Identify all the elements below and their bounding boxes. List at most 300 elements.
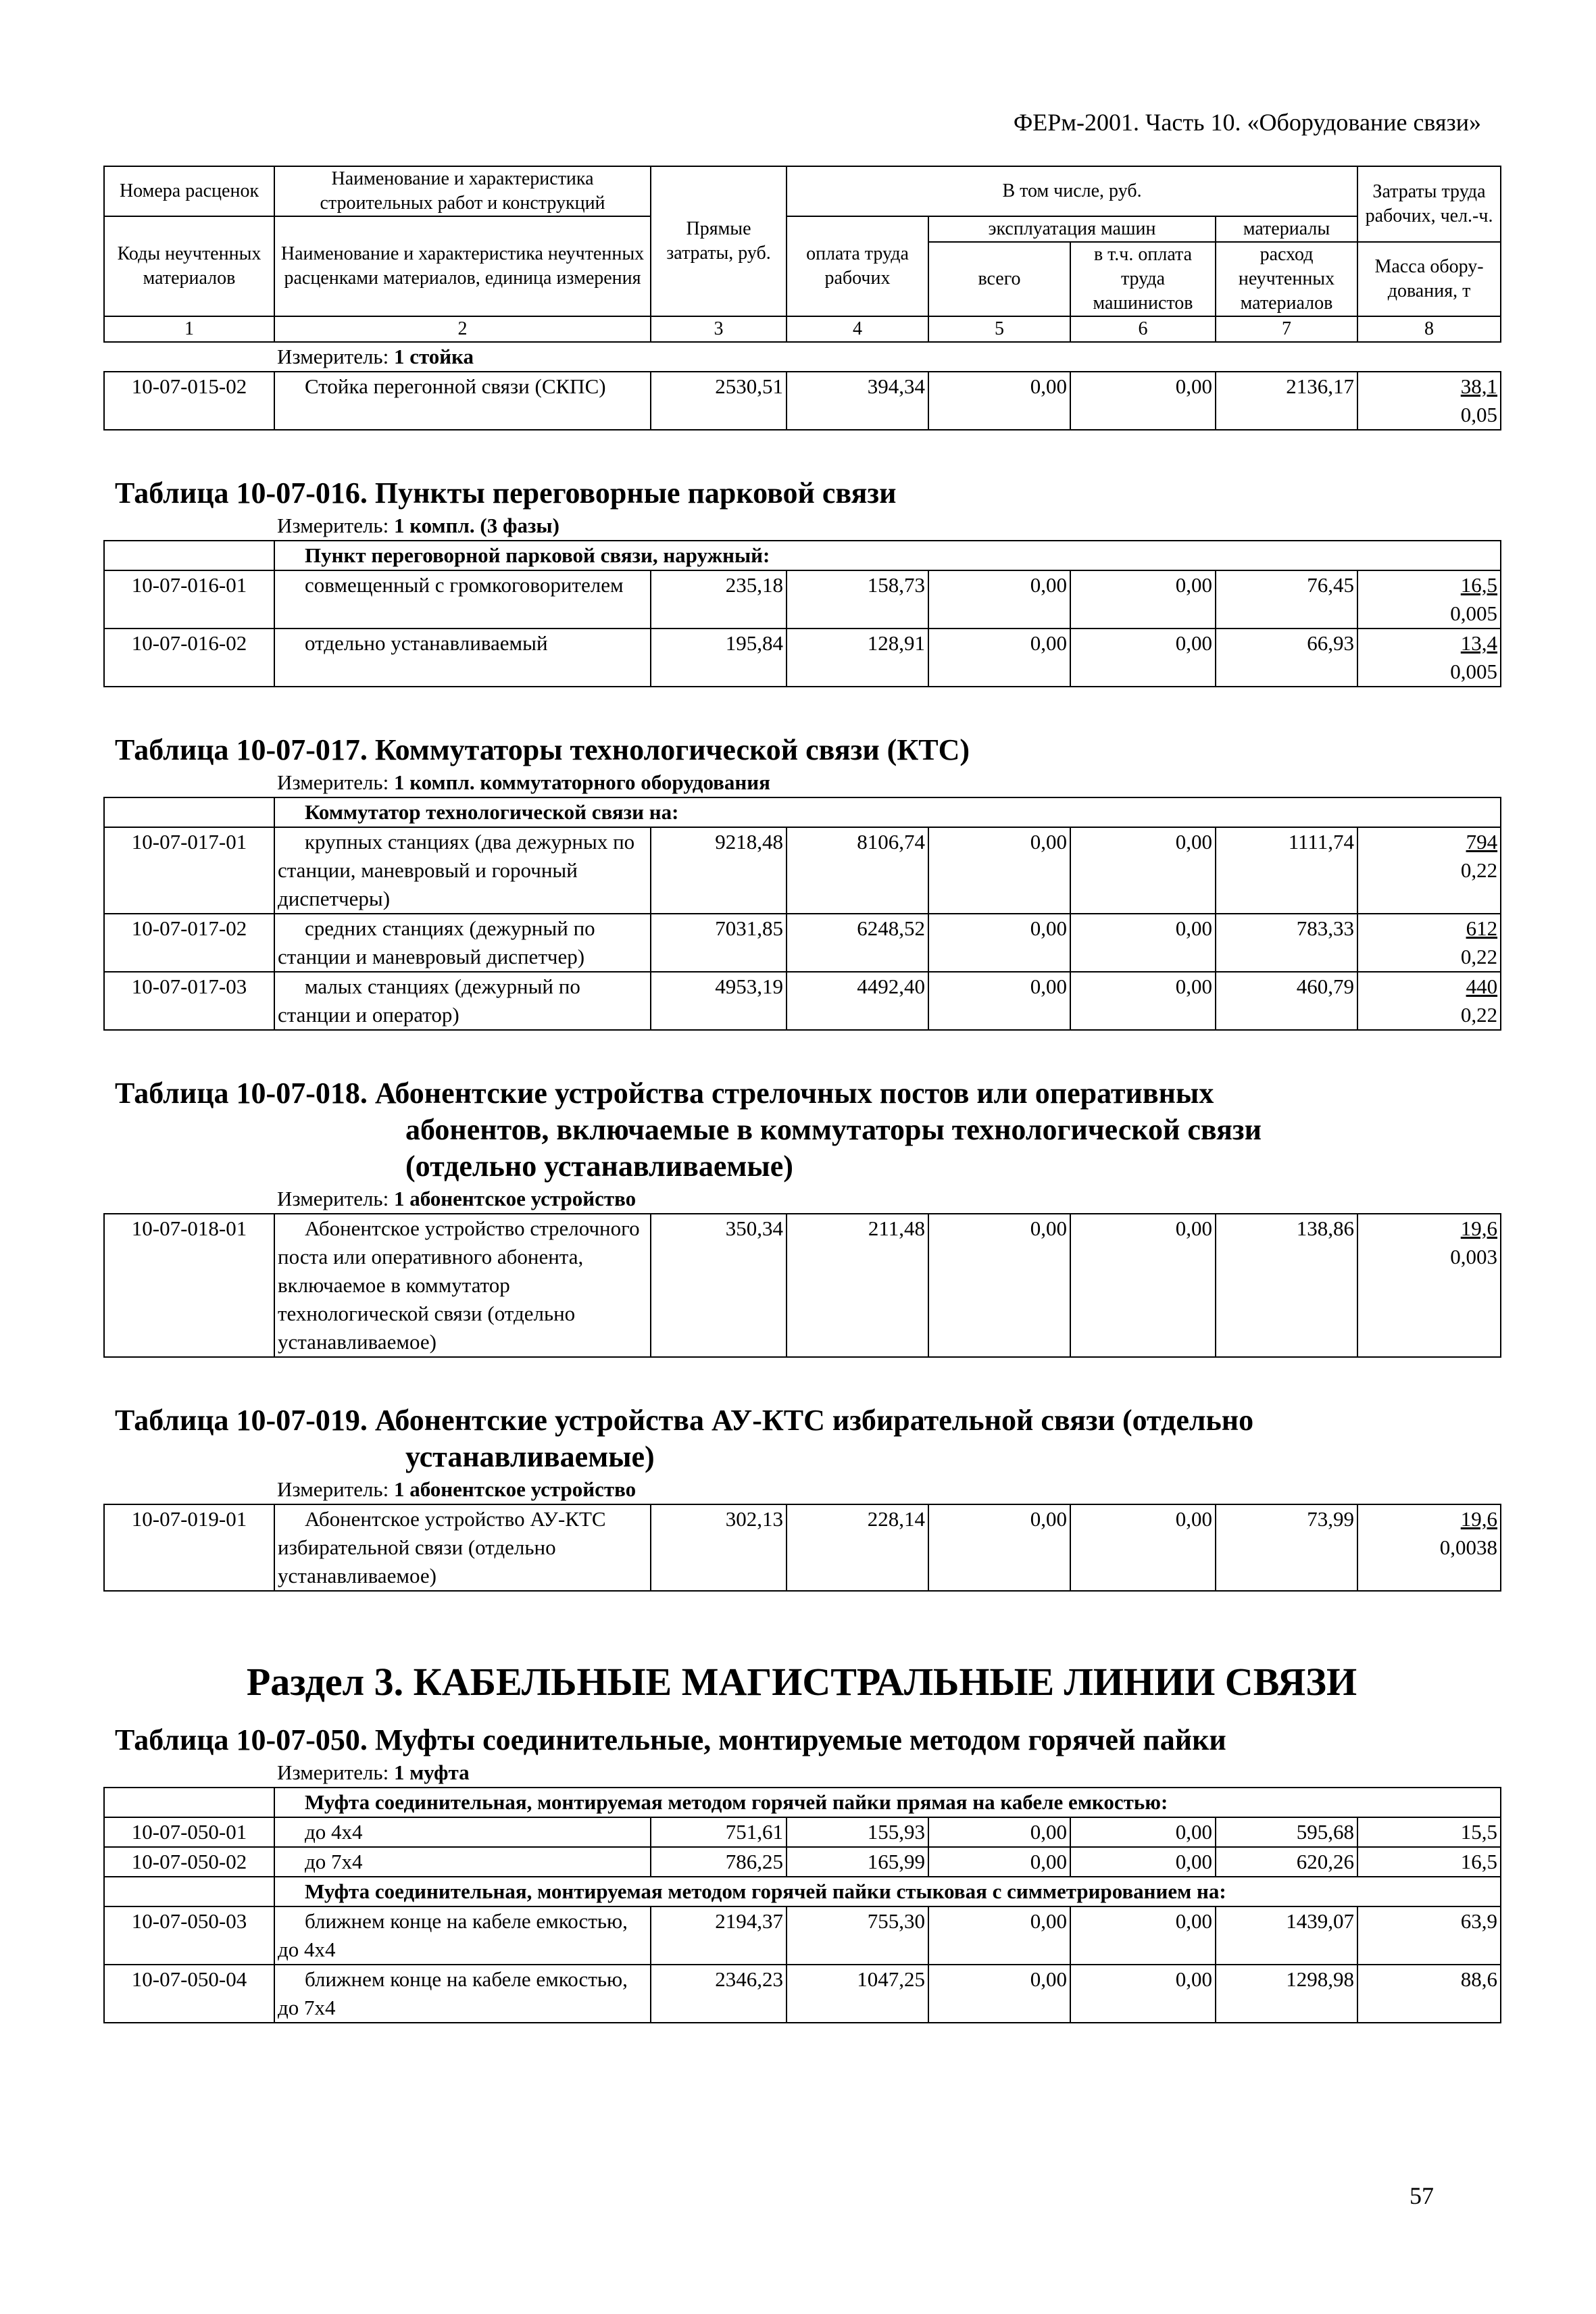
- measure-row: [104, 1758, 1501, 1788]
- direct-cost: [651, 1847, 787, 1877]
- col5-header: [928, 242, 1070, 316]
- machines-cost-text: 0,00: [1030, 374, 1067, 398]
- rate-code: [104, 1817, 274, 1847]
- labor-cost-text: 6248,52: [857, 916, 925, 940]
- measure-value: 1 абонентское устройство: [393, 1477, 637, 1501]
- column-number: [274, 316, 651, 342]
- machines-cost-text: 0,00: [1030, 975, 1067, 998]
- work-name: [274, 1817, 651, 1847]
- col1-header: [104, 166, 274, 216]
- drivers-cost-text: 0,00: [1175, 916, 1212, 940]
- labor-hours: 612: [1466, 916, 1498, 940]
- drivers-cost-text: 0,00: [1175, 1216, 1212, 1240]
- rate-code: [104, 570, 274, 629]
- direct-cost: [651, 1817, 787, 1847]
- document-body: [103, 166, 1500, 2023]
- drivers-cost: [1070, 1817, 1216, 1847]
- labor-cost-text: 128,91: [867, 631, 925, 655]
- table-title-line: Таблица 10-07-018. Абонентские устройства стрелочных постов или оперативных: [115, 1077, 1214, 1110]
- materials-cost-text: 460,79: [1296, 975, 1354, 998]
- group-row: [104, 797, 1501, 827]
- direct-cost-text: 350,34: [725, 1216, 783, 1240]
- labor-hours: 440: [1466, 975, 1498, 998]
- materials-cost: [1216, 570, 1357, 629]
- group-label: Муфта соединительная, монтируемая методом горячей пайки стыковая с симметрированием на:: [274, 1877, 1501, 1906]
- materials-cost-text: 1439,07: [1286, 1909, 1354, 1933]
- labor-hours: 38,1: [1460, 374, 1498, 398]
- direct-cost-text: 235,18: [725, 573, 783, 597]
- table-row: [104, 372, 1501, 430]
- machines-cost-text: 0,00: [1030, 830, 1067, 854]
- labor-hours: 88,6: [1460, 1967, 1498, 1991]
- col1-subheader: [104, 216, 274, 316]
- work-name: [274, 1504, 651, 1591]
- materials-cost-text: 783,33: [1296, 916, 1354, 940]
- equipment-mass: 0,22: [1460, 1003, 1498, 1027]
- drivers-cost-text: 0,00: [1175, 830, 1212, 854]
- drivers-cost: [1070, 372, 1216, 430]
- rate-code-text: 10-07-017-03: [131, 975, 247, 998]
- drivers-cost-text: 0,00: [1175, 975, 1212, 998]
- labor-cost-text: 155,93: [867, 1820, 925, 1844]
- work-name: [274, 629, 651, 687]
- materials-cost-text: 1111,74: [1288, 830, 1354, 854]
- section-heading: Раздел 3. КАБЕЛЬНЫЕ МАГИСТРАЛЬНЫЕ ЛИНИИ СВЯЗИ: [246, 1660, 1357, 1704]
- group-label: Коммутатор технологической связи на:: [274, 797, 1501, 827]
- drivers-cost-text: 0,00: [1175, 1850, 1212, 1873]
- col8-subheader: [1357, 242, 1501, 316]
- drivers-cost-text: 0,00: [1175, 1820, 1212, 1844]
- table-row: [104, 570, 1501, 629]
- group-row: [104, 1877, 1501, 1906]
- column-number: [104, 316, 274, 342]
- direct-cost-text: 195,84: [725, 631, 783, 655]
- materials-cost-text: 595,68: [1296, 1820, 1354, 1844]
- work-name: [274, 1965, 651, 2023]
- table-title-line: абонентов, включаемые в коммутаторы технологической связи: [405, 1113, 1262, 1146]
- col7-header-text: расход неучтенных материалов: [1238, 244, 1335, 314]
- work-name-text: Стойка перегонной связи (СКПС): [305, 374, 606, 398]
- labor-hours-cell: [1357, 914, 1501, 972]
- labor-hours-cell: [1357, 1817, 1501, 1847]
- column-number: [1070, 316, 1216, 342]
- drivers-cost-text: 0,00: [1175, 374, 1212, 398]
- materials-cost-text: 138,86: [1296, 1216, 1354, 1240]
- rate-code-text: 10-07-050-01: [131, 1820, 247, 1844]
- rate-code: [104, 1504, 274, 1591]
- column-number-text: 6: [1138, 318, 1148, 339]
- column-number-text: 8: [1424, 318, 1435, 339]
- machines-cost: [928, 827, 1070, 914]
- table-row: [104, 629, 1501, 687]
- rate-code-text: 10-07-050-03: [131, 1909, 247, 1933]
- group-label: Муфта соединительная, монтируемая методом горячей пайки прямая на кабеле емкостью:: [274, 1788, 1501, 1817]
- work-name: [274, 1847, 651, 1877]
- materials-header-text: материалы: [1243, 218, 1330, 239]
- labor-hours: 794: [1466, 830, 1498, 854]
- direct-cost-text: 2346,23: [715, 1967, 783, 1991]
- labor-hours-cell: [1357, 972, 1501, 1030]
- direct-cost: [651, 372, 787, 430]
- table-title: [103, 475, 1500, 512]
- machines-header-text: эксплуатация машин: [988, 218, 1156, 239]
- measure-value: 1 абонентское устройство: [393, 1187, 637, 1210]
- col5-header-text: всего: [978, 268, 1021, 289]
- drivers-cost: [1070, 1504, 1216, 1591]
- labor-hours-cell: [1357, 1847, 1501, 1877]
- work-name-text: малых станциях (дежурный по станции и оператор): [278, 975, 580, 1027]
- rate-code-text: 10-07-050-04: [131, 1967, 247, 1991]
- measure-label: Измеритель:: [277, 1761, 389, 1784]
- labor-hours-cell: [1357, 1504, 1501, 1591]
- labor-hours: 16,5: [1460, 573, 1498, 597]
- labor-cost: [787, 570, 928, 629]
- materials-cost: [1216, 827, 1357, 914]
- machines-cost-text: 0,00: [1030, 1850, 1067, 1873]
- included-header: [787, 166, 1357, 216]
- labor-cost-text: 755,30: [867, 1909, 925, 1933]
- labor-cost-text: 394,34: [867, 374, 925, 398]
- rates-table: [103, 166, 1501, 430]
- direct-cost-text: 4953,19: [715, 975, 783, 998]
- work-name-text: до 7х4: [305, 1850, 363, 1873]
- table-title-line: устанавливаемые): [405, 1440, 655, 1473]
- direct-cost-text: 751,61: [725, 1820, 783, 1844]
- table-row: [104, 914, 1501, 972]
- table-row: [104, 1214, 1501, 1357]
- column-number-text: 4: [853, 318, 862, 339]
- measure-label: Измеритель:: [277, 1477, 389, 1501]
- direct-cost-text: 302,13: [725, 1507, 783, 1531]
- included-header-text: В том числе, руб.: [1002, 180, 1142, 201]
- work-name: [274, 1906, 651, 1965]
- materials-header: [1216, 216, 1357, 242]
- machines-cost: [928, 1214, 1070, 1357]
- work-name: [274, 972, 651, 1030]
- rate-code-text: 10-07-017-01: [131, 830, 247, 854]
- rates-table: [103, 1475, 1501, 1592]
- column-number-text: 7: [1282, 318, 1291, 339]
- equipment-mass: 0,22: [1460, 858, 1498, 882]
- labor-cost: [787, 629, 928, 687]
- page-number: 57: [1410, 2182, 1434, 2209]
- direct-cost: [651, 1965, 787, 2023]
- labor-hours: 15,5: [1460, 1820, 1498, 1844]
- col6-header: [1070, 242, 1216, 316]
- col2-header: [274, 166, 651, 216]
- column-number-text: 2: [457, 318, 468, 339]
- drivers-cost: [1070, 1965, 1216, 2023]
- drivers-cost: [1070, 827, 1216, 914]
- rate-code: [104, 914, 274, 972]
- equipment-mass: 0,003: [1450, 1245, 1498, 1269]
- table-title: [103, 732, 1500, 768]
- direct-cost-text: 786,25: [725, 1850, 783, 1873]
- measure-row: [104, 768, 1501, 797]
- materials-cost: [1216, 372, 1357, 430]
- machines-cost-text: 0,00: [1030, 631, 1067, 655]
- labor-cost-text: 8106,74: [857, 830, 925, 854]
- materials-cost: [1216, 1817, 1357, 1847]
- work-name: [274, 914, 651, 972]
- col8-header-text: Затраты труда рабочих, чел.-ч.: [1365, 181, 1493, 226]
- rate-code: [104, 1847, 274, 1877]
- col3-header: [651, 166, 787, 316]
- labor-cost: [787, 1504, 928, 1591]
- measure-row: [104, 1475, 1501, 1504]
- work-name: [274, 1214, 651, 1357]
- column-number: [1216, 316, 1357, 342]
- group-row: [104, 541, 1501, 570]
- measure-value: 1 стойка: [393, 345, 474, 368]
- labor-cost-text: 165,99: [867, 1850, 925, 1873]
- measure-value: 1 компл. (3 фазы): [393, 514, 559, 537]
- table-row: [104, 1847, 1501, 1877]
- table-title: [103, 1722, 1500, 1758]
- rates-table: [103, 768, 1501, 1031]
- table-title-line: Таблица 10-07-019. Абонентские устройства АУ-КТС избирательной связи (отдельно: [115, 1404, 1254, 1437]
- machines-cost-text: 0,00: [1030, 1820, 1067, 1844]
- measure-label: Измеритель:: [277, 345, 389, 368]
- labor-hours-cell: [1357, 1906, 1501, 1965]
- group-label: Пункт переговорной парковой связи, наружный:: [274, 541, 1501, 570]
- work-name: [274, 827, 651, 914]
- column-number: [928, 316, 1070, 342]
- column-number: [787, 316, 928, 342]
- drivers-cost: [1070, 1214, 1216, 1357]
- work-name-text: ближнем конце на кабеле емкостью, до 4х4: [278, 1909, 628, 1961]
- table-row: [104, 1965, 1501, 2023]
- rate-code: [104, 827, 274, 914]
- col8-header: [1357, 166, 1501, 242]
- direct-cost: [651, 1214, 787, 1357]
- direct-cost: [651, 972, 787, 1030]
- materials-cost: [1216, 1214, 1357, 1357]
- materials-cost-text: 76,45: [1307, 573, 1354, 597]
- table-row: [104, 972, 1501, 1030]
- col2-subheader-text: Наименование и характеристика неучтенных расценками материалов, единица измерения: [280, 243, 645, 289]
- materials-cost: [1216, 914, 1357, 972]
- rate-code-text: 10-07-050-02: [131, 1850, 247, 1873]
- drivers-cost: [1070, 972, 1216, 1030]
- labor-cost: [787, 1847, 928, 1877]
- drivers-cost-text: 0,00: [1175, 1967, 1212, 1991]
- work-name: [274, 570, 651, 629]
- labor-cost-text: 211,48: [868, 1216, 925, 1240]
- col3-header-text: Прямые затраты, руб.: [666, 218, 771, 264]
- labor-cost: [787, 1965, 928, 2023]
- drivers-cost-text: 0,00: [1175, 631, 1212, 655]
- labor-cost-text: 228,14: [867, 1507, 925, 1531]
- column-number-text: 5: [995, 318, 1004, 339]
- materials-cost: [1216, 1847, 1357, 1877]
- col1-subheader-text: Коды неучтенных материалов: [117, 243, 261, 289]
- labor-hours: 63,9: [1460, 1909, 1498, 1933]
- drivers-cost: [1070, 629, 1216, 687]
- rates-table: [103, 1185, 1501, 1358]
- machines-header: [928, 216, 1216, 242]
- machines-cost: [928, 372, 1070, 430]
- table-title-line: (отдельно устанавливаемые): [405, 1150, 793, 1183]
- column-number-text: 1: [184, 318, 194, 339]
- direct-cost: [651, 570, 787, 629]
- machines-cost-text: 0,00: [1030, 1967, 1067, 1991]
- rate-code-text: 10-07-018-01: [131, 1216, 247, 1240]
- table-title: [103, 1402, 1500, 1475]
- equipment-mass: 0,005: [1450, 601, 1498, 625]
- labor-hours-cell: [1357, 629, 1501, 687]
- materials-cost: [1216, 629, 1357, 687]
- drivers-cost: [1070, 1906, 1216, 1965]
- machines-cost: [928, 1817, 1070, 1847]
- drivers-cost-text: 0,00: [1175, 573, 1212, 597]
- labor-cost-text: 1047,25: [857, 1967, 925, 1991]
- measure-row: [104, 342, 1501, 372]
- drivers-cost: [1070, 570, 1216, 629]
- running-header: ФЕРм-2001. Часть 10. «Оборудование связи»: [1013, 109, 1481, 136]
- col8-subheader-text: Масса обору-дования, т: [1374, 256, 1484, 301]
- direct-cost: [651, 914, 787, 972]
- materials-cost: [1216, 1965, 1357, 2023]
- materials-cost-text: 1298,98: [1286, 1967, 1354, 1991]
- machines-cost: [928, 914, 1070, 972]
- labor-cost: [787, 827, 928, 914]
- direct-cost-text: 2530,51: [715, 374, 783, 398]
- machines-cost: [928, 570, 1070, 629]
- labor-cost: [787, 1906, 928, 1965]
- materials-cost-text: 620,26: [1296, 1850, 1354, 1873]
- machines-cost: [928, 1504, 1070, 1591]
- direct-cost: [651, 1504, 787, 1591]
- labor-cost: [787, 372, 928, 430]
- rate-code: [104, 1965, 274, 2023]
- rate-code-text: 10-07-019-01: [131, 1507, 247, 1531]
- work-name-text: крупных станциях (два дежурных по станции, маневровый и горочный диспетчеры): [278, 830, 635, 910]
- labor-cost: [787, 1817, 928, 1847]
- rate-code: [104, 372, 274, 430]
- materials-cost-text: 73,99: [1307, 1507, 1354, 1531]
- col2-subheader: [274, 216, 651, 316]
- rate-code-text: 10-07-016-02: [131, 631, 247, 655]
- materials-cost: [1216, 972, 1357, 1030]
- drivers-cost: [1070, 1847, 1216, 1877]
- equipment-mass: 0,005: [1450, 660, 1498, 683]
- work-name-text: до 4х4: [305, 1820, 363, 1844]
- work-name-text: средних станциях (дежурный по станции и маневровый диспетчер): [278, 916, 595, 968]
- labor-hours-cell: [1357, 1965, 1501, 2023]
- rate-code-text: 10-07-016-01: [131, 573, 247, 597]
- rate-code-text: 10-07-015-02: [131, 374, 247, 398]
- work-name-text: Абонентское устройство АУ-КТС избирательной связи (отдельно устанавливаемое): [278, 1507, 606, 1587]
- measure-row: [104, 1185, 1501, 1214]
- rate-code-text: 10-07-017-02: [131, 916, 247, 940]
- col1-header-text: Номера расценок: [119, 180, 259, 201]
- equipment-mass: 0,22: [1460, 945, 1498, 968]
- labor-hours-cell: [1357, 372, 1501, 430]
- rate-code: [104, 1906, 274, 1965]
- labor-hours: 13,4: [1460, 631, 1498, 655]
- col7-header: [1216, 242, 1357, 316]
- machines-cost-text: 0,00: [1030, 1507, 1067, 1531]
- table-title-line: Таблица 10-07-017. Коммутаторы технологической связи (КТС): [115, 733, 970, 766]
- table-row: [104, 1504, 1501, 1591]
- drivers-cost-text: 0,00: [1175, 1909, 1212, 1933]
- rate-code: [104, 1214, 274, 1357]
- work-name-text: ближнем конце на кабеле емкостью, до 7х4: [278, 1967, 628, 2019]
- labor-cost: [787, 972, 928, 1030]
- direct-cost: [651, 827, 787, 914]
- work-name-text: совмещенный с громкоговорителем: [305, 573, 624, 597]
- measure-label: Измеритель:: [277, 514, 389, 537]
- table-row: [104, 827, 1501, 914]
- labor-cost: [787, 1214, 928, 1357]
- column-number: [651, 316, 787, 342]
- column-number-text: 3: [714, 318, 724, 339]
- table-row: [104, 1906, 1501, 1965]
- direct-cost-text: 2194,37: [715, 1909, 783, 1933]
- measure-label: Измеритель:: [277, 770, 389, 794]
- labor-cost-text: 4492,40: [857, 975, 925, 998]
- equipment-mass: 0,05: [1460, 403, 1498, 426]
- work-name-text: Абонентское устройство стрелочного поста или оперативного абонента, включаемое в коммутатор технологической связи (отдельно устанавливаемое): [278, 1216, 640, 1354]
- equipment-mass: 0,0038: [1439, 1535, 1498, 1559]
- measure-value: 1 компл. коммутаторного оборудования: [393, 770, 770, 794]
- column-number: [1357, 316, 1501, 342]
- machines-cost: [928, 1906, 1070, 1965]
- labor-cost-text: 158,73: [867, 573, 925, 597]
- machines-cost: [928, 972, 1070, 1030]
- direct-cost-text: 7031,85: [715, 916, 783, 940]
- materials-cost-text: 2136,17: [1286, 374, 1355, 398]
- work-name: [274, 372, 651, 430]
- table-row: [104, 1817, 1501, 1847]
- direct-cost: [651, 629, 787, 687]
- measure-value: 1 муфта: [393, 1761, 470, 1784]
- labor-hours-cell: [1357, 827, 1501, 914]
- table-title-line: Таблица 10-07-050. Муфты соединительные, монтируемые методом горячей пайки: [115, 1723, 1226, 1756]
- machines-cost: [928, 1965, 1070, 2023]
- rate-code: [104, 972, 274, 1030]
- rates-table: [103, 512, 1501, 687]
- labor-hours: 19,6: [1460, 1507, 1498, 1531]
- rate-code: [104, 629, 274, 687]
- machines-cost: [928, 629, 1070, 687]
- measure-label: Измеритель:: [277, 1187, 389, 1210]
- work-name-text: отдельно устанавливаемый: [305, 631, 548, 655]
- rates-table: [103, 1758, 1501, 2023]
- drivers-cost: [1070, 914, 1216, 972]
- col4-header-text: оплата труда рабочих: [806, 243, 909, 289]
- materials-cost: [1216, 1504, 1357, 1591]
- col6-header-text: в т.ч. оплата труда машинистов: [1093, 244, 1193, 314]
- machines-cost-text: 0,00: [1030, 1909, 1067, 1933]
- machines-cost-text: 0,00: [1030, 1216, 1067, 1240]
- labor-hours-cell: [1357, 1214, 1501, 1357]
- drivers-cost-text: 0,00: [1175, 1507, 1212, 1531]
- materials-cost-text: 66,93: [1307, 631, 1354, 655]
- labor-hours: 16,5: [1460, 1850, 1498, 1873]
- machines-cost-text: 0,00: [1030, 573, 1067, 597]
- table-title: [103, 1075, 1500, 1185]
- machines-cost-text: 0,00: [1030, 916, 1067, 940]
- col2-header-text: Наименование и характеристика строительных работ и конструкций: [320, 168, 605, 214]
- measure-row: [104, 512, 1501, 541]
- labor-hours: 19,6: [1460, 1216, 1498, 1240]
- labor-hours-cell: [1357, 570, 1501, 629]
- table-title-line: Таблица 10-07-016. Пункты переговорные парковой связи: [115, 476, 897, 510]
- materials-cost: [1216, 1906, 1357, 1965]
- machines-cost: [928, 1847, 1070, 1877]
